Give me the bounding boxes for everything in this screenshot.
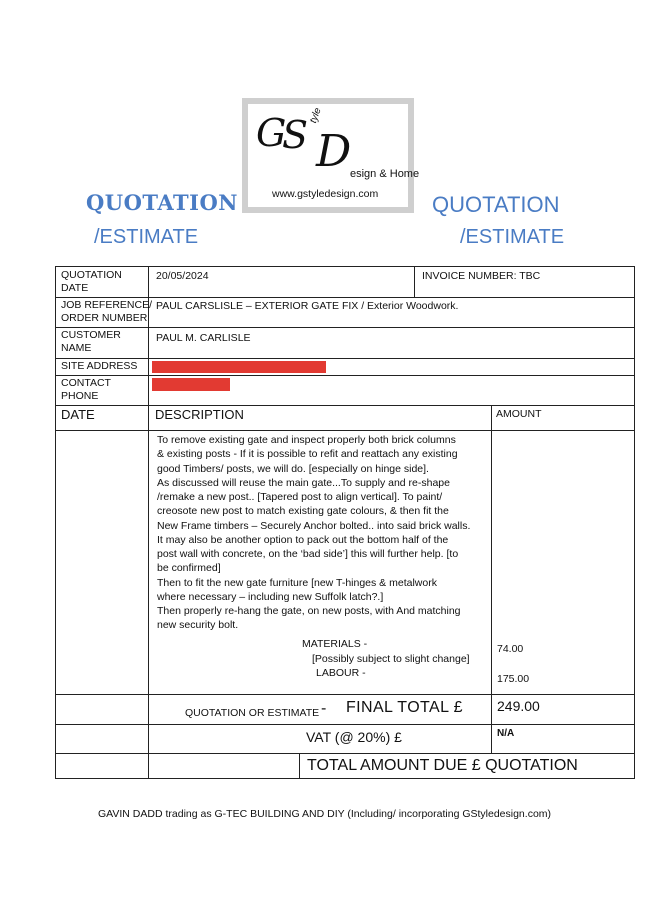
- description-line: creosote new post to match existing gate colours, & then fit the: [157, 505, 449, 518]
- description-line: Then properly re-hang the gate, on new posts, with And matching: [157, 605, 461, 617]
- redacted-site-address: [152, 361, 326, 373]
- final-total-label: FINAL TOTAL £: [346, 699, 463, 716]
- job-reference-label: JOB REFERENCE/ ORDER NUMBER: [61, 299, 153, 324]
- footer-business-line: GAVIN DADD trading as G-TEC BUILDING AND DIY (Including/ incorporating GStyledesign.com): [98, 808, 552, 820]
- total-amount-due: TOTAL AMOUNT DUE £ QUOTATION: [307, 757, 578, 774]
- logo-letter-g: G: [256, 111, 287, 155]
- row-divider: [56, 724, 634, 725]
- estimate-heading-right: /ESTIMATE: [460, 226, 565, 248]
- description-line: It may also be another option to pack out the bottom half of the: [157, 533, 449, 546]
- description-line: post wall with concrete, on the ‘bad side’] this will further help. [to: [157, 548, 459, 560]
- vat-label: VAT (@ 20%) £: [306, 729, 402, 745]
- materials-note: [Possibly subject to slight change]: [312, 653, 470, 665]
- description-column-header: DESCRIPTION: [155, 407, 244, 422]
- row-divider: [56, 327, 634, 328]
- description-line: & existing posts - If it is possible to refit and reattach any existing: [157, 448, 458, 461]
- description-line: good Timbers/ posts, we will do. [especially on hinge side].: [157, 462, 429, 475]
- quotation-heading-left: QUOTATION: [86, 190, 238, 215]
- quotation-table: [55, 266, 635, 779]
- logo-letter-d: D: [316, 126, 352, 177]
- job-reference-value: PAUL CARSLISLE – EXTERIOR GATE FIX / Exterior Woodwork.: [156, 300, 459, 312]
- row-divider: [56, 375, 634, 376]
- customer-name-label: CUSTOMER NAME: [61, 329, 121, 354]
- row-divider: [56, 430, 634, 431]
- row-divider: [56, 405, 634, 406]
- description-line: New Frame timbers – Securely Anchor bolted.. into said brick walls.: [157, 519, 471, 532]
- invoice-number: INVOICE NUMBER: TBC: [422, 270, 541, 282]
- quotation-heading-right: QUOTATION: [432, 192, 560, 217]
- quotation-date-value: 20/05/2024: [156, 270, 209, 282]
- row-divider: [56, 694, 634, 695]
- description-line: To remove existing gate and inspect properly both brick columns: [157, 434, 456, 446]
- row-divider: [56, 753, 634, 754]
- site-address-label: SITE ADDRESS: [61, 360, 138, 372]
- final-total-amount: 249.00: [497, 698, 540, 714]
- vat-amount: N/A: [497, 728, 515, 739]
- description-line: Then to fit the new gate furniture [new T-hinges & metalwork: [157, 576, 437, 589]
- description-line: be confirmed]: [157, 562, 221, 575]
- redacted-contact-phone: [152, 378, 230, 391]
- row-divider: [56, 358, 634, 359]
- amount-column-header: AMOUNT: [496, 408, 542, 420]
- customer-name-value: PAUL M. CARLISLE: [156, 332, 251, 344]
- materials-amount: 74.00: [497, 643, 524, 655]
- materials-label: MATERIALS -: [302, 638, 368, 650]
- estimate-heading-left: /ESTIMATE: [94, 226, 199, 248]
- description-line: /remake a new post.. [Tapered post to align vertical]. To paint/: [157, 491, 443, 503]
- logo-url: www.gstyledesign.com: [272, 188, 379, 200]
- row-divider: [56, 297, 634, 298]
- description-line: As discussed will reuse the main gate...To supply and re-shape: [157, 476, 450, 489]
- column-divider: [491, 405, 492, 754]
- logo-tagline: esign & Home: [350, 168, 420, 180]
- quotation-date-label: QUOTATION DATE: [61, 269, 122, 294]
- company-logo: [242, 98, 420, 213]
- quotation-or-estimate-label: QUOTATION OR ESTIMATE: [185, 707, 320, 719]
- final-total-dash: -: [321, 700, 327, 717]
- labour-label: LABOUR -: [316, 667, 366, 679]
- contact-phone-label: CONTACT PHONE: [61, 377, 111, 402]
- date-column-header: DATE: [61, 407, 95, 422]
- description-body: [157, 433, 487, 633]
- logo-tyle: tyle: [308, 106, 324, 125]
- logo-letter-s: S: [282, 113, 309, 157]
- description-line: new security bolt.: [157, 619, 239, 632]
- labour-amount: 175.00: [497, 673, 530, 685]
- description-line: where necessary – including new Suffolk latch?.]: [157, 590, 384, 603]
- column-divider: [414, 267, 415, 297]
- column-divider: [299, 753, 300, 778]
- column-divider: [148, 267, 149, 778]
